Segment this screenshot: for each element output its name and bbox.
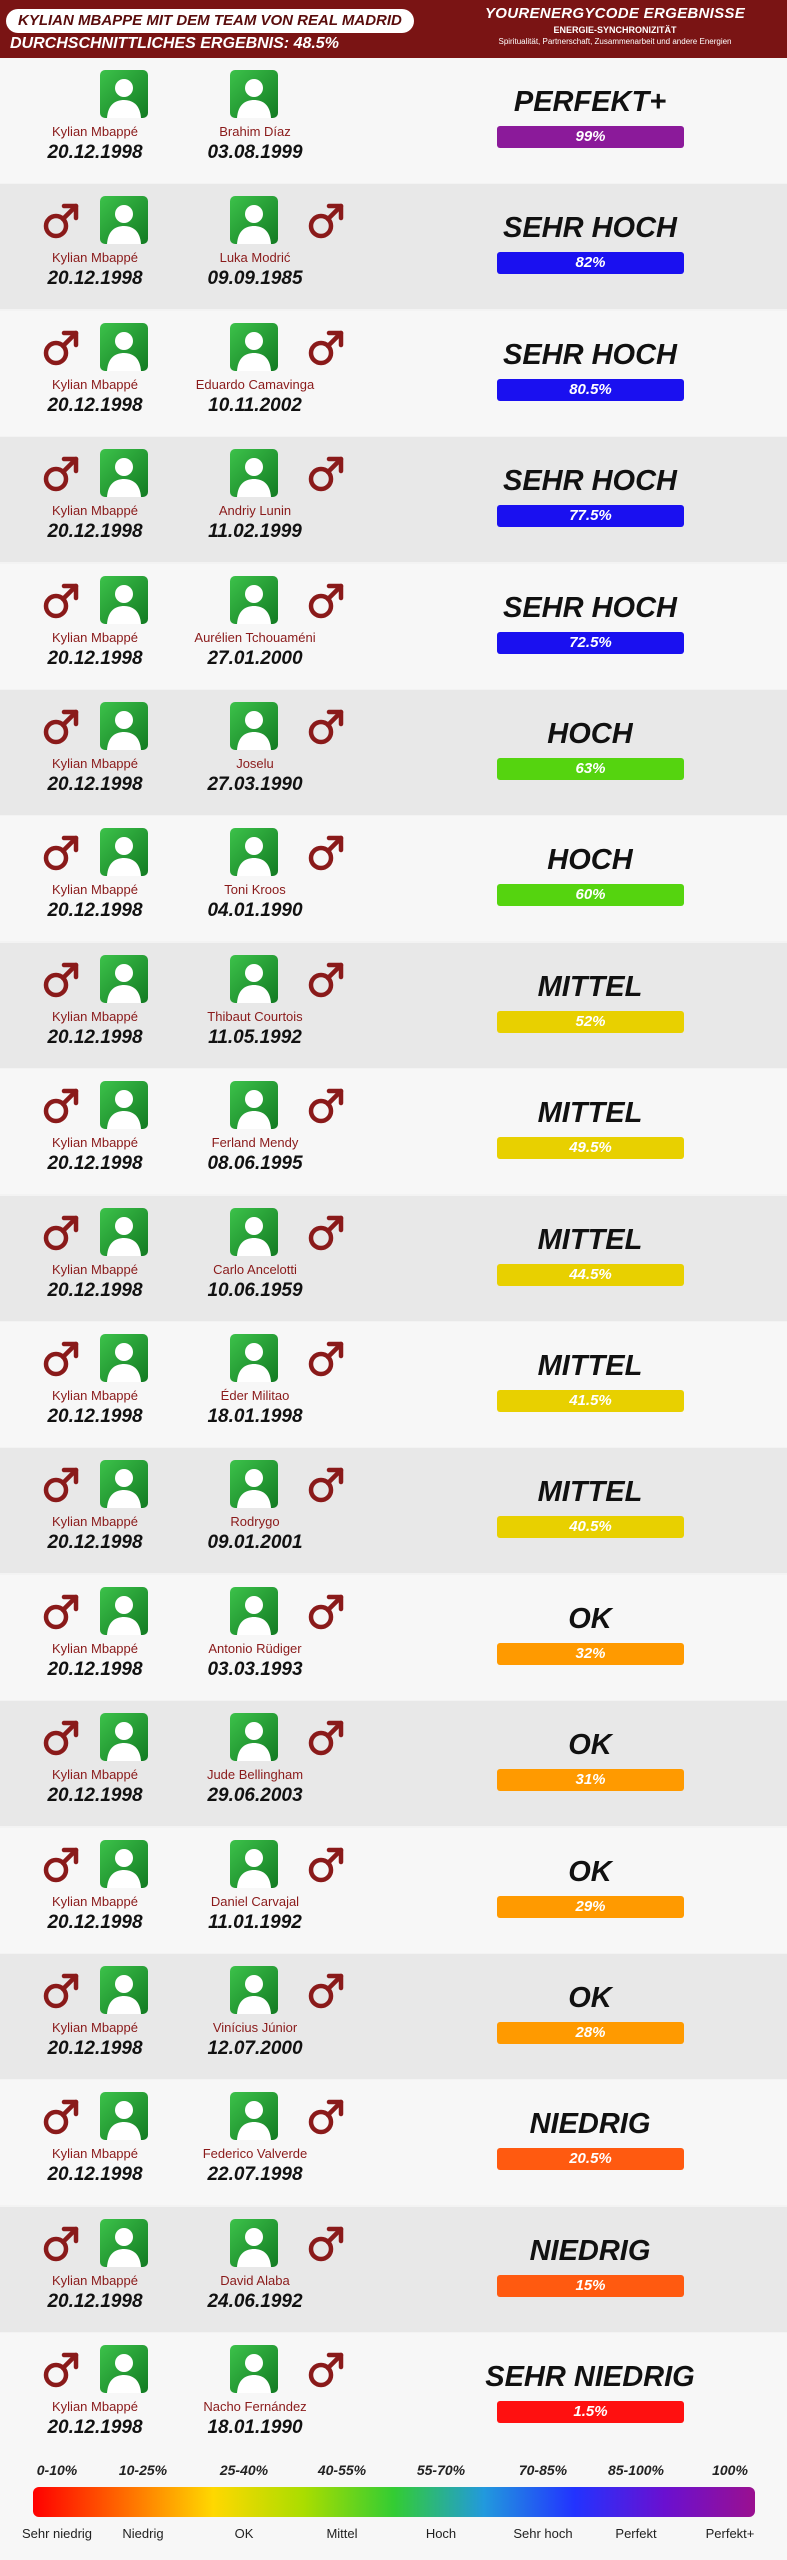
person-a-date: 20.12.1998 <box>47 142 143 163</box>
person-avatar-icon <box>230 2345 278 2393</box>
male-symbol-icon <box>305 453 347 495</box>
partner-name: Jude Bellingham <box>206 1767 304 1783</box>
compatibility-level: MITTEL <box>537 970 643 1003</box>
person-avatar-icon <box>100 1966 148 2014</box>
male-symbol-icon <box>40 1338 82 1380</box>
legend-range: 70-85% <box>518 2462 568 2478</box>
person-a-date: 20.12.1998 <box>47 2290 143 2312</box>
percent-bar: 72.5% <box>497 632 684 654</box>
person-a-name: Kylian Mbappé <box>52 2399 138 2415</box>
partner-date: 27.03.1990 <box>207 774 303 795</box>
person-avatar-icon <box>100 828 148 876</box>
partner-name: David Alaba <box>220 2272 290 2288</box>
legend-range: 55-70% <box>416 2462 466 2478</box>
result-row <box>0 58 787 183</box>
person-a-name: Kylian Mbappé <box>52 1893 138 1909</box>
person-a-date: 20.12.1998 <box>47 1658 143 1680</box>
person-avatar-icon <box>230 1966 278 2014</box>
person-avatar-icon <box>230 576 278 624</box>
compatibility-level: HOCH <box>547 844 633 877</box>
person-avatar-icon <box>100 1334 148 1382</box>
percent-bar: 99% <box>497 126 684 148</box>
person-avatar-icon <box>230 1460 278 1508</box>
male-symbol-icon <box>305 2349 347 2391</box>
percent-bar: 29% <box>497 1896 684 1918</box>
person-avatar-icon <box>100 702 148 750</box>
compatibility-level: OK <box>568 1982 612 2014</box>
partner-name: Eduardo Camavinga <box>195 376 315 392</box>
average-result: DURCHSCHNITTLICHES ERGEBNIS: 48.5% <box>10 35 339 52</box>
percent-bar: 32% <box>497 1643 684 1665</box>
result-row <box>0 564 787 689</box>
compatibility-level: HOCH <box>547 718 633 750</box>
male-symbol-icon <box>305 2223 347 2265</box>
partner-date: 18.01.1998 <box>207 1406 303 1427</box>
male-symbol-icon <box>305 1591 347 1633</box>
male-symbol-icon <box>40 200 82 242</box>
partner-name: Thibaut Courtois <box>207 1008 303 1024</box>
partner-date: 11.05.1992 <box>208 1026 302 1048</box>
male-symbol-icon <box>305 1717 347 1759</box>
brand-subtitle: ENERGIE-SYNCHRONIZITÄT <box>553 25 677 35</box>
percent-bar: 77.5% <box>497 505 684 527</box>
compatibility-level: MITTEL <box>537 1476 643 1509</box>
person-avatar-icon <box>100 1840 148 1888</box>
partner-date: 09.09.1985 <box>207 268 303 290</box>
result-row <box>0 2207 787 2332</box>
person-avatar-icon <box>100 323 148 371</box>
male-symbol-icon <box>305 1970 347 2012</box>
partner-name: Antonio Rüdiger <box>208 1640 302 1656</box>
percent-bar: 44.5% <box>497 1264 684 1286</box>
person-a-name: Kylian Mbappé <box>52 376 138 392</box>
legend-range: 40-55% <box>317 2462 367 2478</box>
percent-bar: 28% <box>497 2022 684 2044</box>
percent-bar: 63% <box>497 758 684 780</box>
partner-name: Aurélien Tchouaméni <box>194 629 316 645</box>
legend-label: Perfekt <box>615 2526 657 2541</box>
partner-name: Carlo Ancelotti <box>213 1261 297 1277</box>
person-a-name: Kylian Mbappé <box>52 2272 138 2288</box>
person-a-date: 20.12.1998 <box>47 268 143 290</box>
male-symbol-icon <box>305 2096 347 2138</box>
person-avatar-icon <box>230 1081 278 1129</box>
legend-label: Mittel <box>326 2526 358 2541</box>
result-row <box>0 1701 787 1826</box>
percent-bar: 49.5% <box>497 1137 684 1159</box>
person-avatar-icon <box>230 1334 278 1382</box>
male-symbol-icon <box>40 1085 82 1127</box>
compatibility-level: SEHR HOCH <box>502 591 677 624</box>
person-avatar-icon <box>100 576 148 624</box>
person-a-date: 20.12.1998 <box>47 2038 143 2059</box>
partner-name: Ferland Mendy <box>211 1135 299 1151</box>
percent-bar: 40.5% <box>497 1516 684 1538</box>
person-a-date: 20.12.1998 <box>47 1785 143 1807</box>
partner-name: Toni Kroos <box>224 882 286 898</box>
person-a-name: Kylian Mbappé <box>52 250 138 266</box>
person-a-date: 20.12.1998 <box>47 521 143 543</box>
page-title: KYLIAN MBAPPE MIT DEM TEAM VON REAL MADRID <box>6 9 414 33</box>
person-avatar-icon <box>230 2219 278 2267</box>
person-a-name: Kylian Mbappé <box>52 1514 138 1530</box>
male-symbol-icon <box>305 1338 347 1380</box>
person-a-date: 20.12.1998 <box>47 900 143 922</box>
male-symbol-icon <box>305 1085 347 1127</box>
person-a-date: 20.12.1998 <box>47 2417 143 2439</box>
person-a-name: Kylian Mbappé <box>52 629 138 645</box>
person-avatar-icon <box>230 1587 278 1635</box>
person-a-date: 20.12.1998 <box>47 2164 143 2186</box>
male-symbol-icon <box>305 1464 347 1506</box>
legend-label: Niedrig <box>122 2526 164 2541</box>
result-row <box>0 1575 787 1700</box>
male-symbol-icon <box>305 327 347 369</box>
person-a-name: Kylian Mbappé <box>52 882 138 898</box>
compatibility-level: MITTEL <box>537 1097 643 1130</box>
compatibility-level: PERFEKT+ <box>513 86 667 118</box>
partner-name: Nacho Fernández <box>203 2399 307 2415</box>
male-symbol-icon <box>40 1844 82 1886</box>
person-a-date: 20.12.1998 <box>47 1153 143 1175</box>
legend-range: 25-40% <box>219 2462 269 2478</box>
person-avatar-icon <box>100 955 148 1003</box>
percent-bar: 60% <box>497 884 684 906</box>
male-symbol-icon <box>40 1212 82 1254</box>
person-avatar-icon <box>230 702 278 750</box>
compatibility-level: MITTEL <box>537 1223 643 1256</box>
partner-date: 08.06.1995 <box>207 1153 303 1175</box>
legend-label: OK <box>234 2526 254 2541</box>
person-a-date: 20.12.1998 <box>47 1279 143 1301</box>
male-symbol-icon <box>40 832 82 874</box>
result-row <box>0 437 787 562</box>
person-avatar-icon <box>230 1840 278 1888</box>
compatibility-level: SEHR HOCH <box>502 338 677 371</box>
male-symbol-icon <box>40 327 82 369</box>
male-symbol-icon <box>40 1970 82 2012</box>
person-avatar-icon <box>100 2219 148 2267</box>
person-a-name: Kylian Mbappé <box>52 1135 138 1151</box>
person-avatar-icon <box>100 2345 148 2393</box>
male-symbol-icon <box>40 580 82 622</box>
person-a-date: 20.12.1998 <box>47 394 143 416</box>
partner-name: Rodrygo <box>230 1514 280 1530</box>
male-symbol-icon <box>40 453 82 495</box>
percent-bar: 1.5% <box>497 2401 684 2423</box>
legend-range: 10-25% <box>118 2462 168 2478</box>
male-symbol-icon <box>305 1844 347 1886</box>
brand-description: Spiritualität, Partnerschaft, Zusammenarbeit und andere Energien <box>498 37 732 46</box>
result-row <box>0 1196 787 1321</box>
partner-date: 04.01.1990 <box>207 900 303 922</box>
partner-date: 27.01.2000 <box>207 647 303 669</box>
compatibility-level: OK <box>568 1729 612 1762</box>
person-avatar-icon <box>100 1460 148 1508</box>
partner-name: Daniel Carvajal <box>210 1893 300 1909</box>
compatibility-level: SEHR HOCH <box>502 465 677 498</box>
person-a-name: Kylian Mbappé <box>52 1640 138 1656</box>
legend-label: Sehr hoch <box>513 2526 573 2541</box>
compatibility-level: NIEDRIG <box>529 2108 651 2141</box>
result-row <box>0 2080 787 2205</box>
person-a-name: Kylian Mbappé <box>52 1388 138 1403</box>
person-a-name: Kylian Mbappé <box>52 2146 138 2162</box>
partner-date: 10.06.1959 <box>207 1279 303 1301</box>
partner-date: 11.01.1992 <box>208 1911 302 1933</box>
male-symbol-icon <box>40 2223 82 2265</box>
male-symbol-icon <box>40 2349 82 2391</box>
percent-bar: 80.5% <box>497 379 684 401</box>
male-symbol-icon <box>305 580 347 622</box>
result-row <box>0 690 787 815</box>
result-row <box>0 1828 787 1953</box>
person-avatar-icon <box>230 196 278 244</box>
partner-date: 29.06.2003 <box>207 1785 303 1807</box>
percent-bar: 31% <box>497 1769 684 1791</box>
compatibility-level: OK <box>568 1855 612 1888</box>
partner-name: Luka Modrić <box>219 250 291 266</box>
male-symbol-icon <box>305 706 347 748</box>
brand-block <box>455 5 775 46</box>
partner-name: Éder Militao <box>220 1388 290 1403</box>
legend <box>0 2440 787 2560</box>
person-a-date: 20.12.1998 <box>47 1911 143 1933</box>
male-symbol-icon <box>40 1717 82 1759</box>
compatibility-level: SEHR NIEDRIG <box>485 2361 695 2394</box>
male-symbol-icon <box>40 706 82 748</box>
legend-label: Sehr niedrig <box>21 2526 93 2541</box>
person-avatar-icon <box>230 2092 278 2140</box>
person-avatar-icon <box>100 449 148 497</box>
person-a-name: Kylian Mbappé <box>52 503 138 519</box>
compatibility-level: NIEDRIG <box>529 2234 651 2267</box>
partner-name: Brahim Díaz <box>219 124 291 139</box>
person-a-name: Kylian Mbappé <box>52 1261 138 1277</box>
header <box>0 0 787 58</box>
person-avatar-icon <box>230 1713 278 1761</box>
partner-name: Andriy Lunin <box>218 503 292 519</box>
male-symbol-icon <box>305 1212 347 1254</box>
person-a-name: Kylian Mbappé <box>52 756 138 771</box>
percent-bar: 82% <box>497 252 684 274</box>
person-avatar-icon <box>100 1587 148 1635</box>
partner-date: 22.07.1998 <box>207 2164 303 2186</box>
percent-bar: 41.5% <box>497 1390 684 1412</box>
result-row <box>0 1448 787 1573</box>
person-a-date: 20.12.1998 <box>47 1532 143 1554</box>
result-row <box>0 1322 787 1447</box>
result-row <box>0 184 787 309</box>
result-row <box>0 1069 787 1194</box>
person-a-date: 20.12.1998 <box>47 1406 143 1427</box>
male-symbol-icon <box>305 200 347 242</box>
percent-bar: 20.5% <box>497 2148 684 2170</box>
partner-date: 03.03.1993 <box>207 1658 303 1680</box>
partner-date: 10.11.2002 <box>208 394 302 416</box>
person-a-name: Kylian Mbappé <box>52 1767 138 1783</box>
partner-name: Federico Valverde <box>202 2146 308 2162</box>
person-avatar-icon <box>100 2092 148 2140</box>
person-avatar-icon <box>230 1208 278 1256</box>
result-row <box>0 311 787 436</box>
male-symbol-icon <box>305 959 347 1001</box>
partner-date: 09.01.2001 <box>207 1532 303 1554</box>
legend-range: 100% <box>712 2462 748 2478</box>
person-avatar-icon <box>100 1713 148 1761</box>
legend-label: Perfekt+ <box>705 2526 755 2541</box>
legend-gradient-bar <box>33 2487 755 2517</box>
person-avatar-icon <box>230 70 278 118</box>
percent-bar: 15% <box>497 2275 684 2297</box>
partner-date: 11.02.1999 <box>208 521 302 543</box>
brand-title: YOURENERGYCODE ERGEBNISSE <box>484 5 746 22</box>
person-avatar-icon <box>100 70 148 118</box>
legend-range: 0-10% <box>36 2462 78 2478</box>
person-avatar-icon <box>230 449 278 497</box>
result-row <box>0 816 787 941</box>
male-symbol-icon <box>40 2096 82 2138</box>
partner-date: 18.01.1990 <box>207 2417 303 2439</box>
person-avatar-icon <box>230 323 278 371</box>
person-avatar-icon <box>100 1208 148 1256</box>
person-a-name: Kylian Mbappé <box>52 2020 138 2035</box>
person-a-name: Kylian Mbappé <box>52 1008 138 1024</box>
partner-name: Vinícius Júnior <box>212 2020 298 2035</box>
male-symbol-icon <box>40 959 82 1001</box>
person-avatar-icon <box>100 196 148 244</box>
compatibility-level: OK <box>568 1602 612 1635</box>
male-symbol-icon <box>305 832 347 874</box>
person-a-date: 20.12.1998 <box>47 1026 143 1048</box>
person-avatar-icon <box>230 955 278 1003</box>
result-row <box>0 1954 787 2079</box>
male-symbol-icon <box>40 1464 82 1506</box>
person-avatar-icon <box>100 1081 148 1129</box>
partner-date: 12.07.2000 <box>207 2038 303 2059</box>
compatibility-level: MITTEL <box>537 1350 643 1382</box>
person-avatar-icon <box>230 828 278 876</box>
person-a-date: 20.12.1998 <box>47 774 143 795</box>
legend-range: 85-100% <box>607 2462 665 2478</box>
percent-bar: 52% <box>497 1011 684 1033</box>
partner-name: Joselu <box>236 756 274 771</box>
legend-label: Hoch <box>425 2526 457 2541</box>
compatibility-level: SEHR HOCH <box>502 212 677 245</box>
person-a-name: Kylian Mbappé <box>52 124 138 139</box>
partner-date: 24.06.1992 <box>207 2290 303 2312</box>
partner-date: 03.08.1999 <box>207 142 303 163</box>
result-row <box>0 943 787 1068</box>
male-symbol-icon <box>40 1591 82 1633</box>
person-a-date: 20.12.1998 <box>47 647 143 669</box>
